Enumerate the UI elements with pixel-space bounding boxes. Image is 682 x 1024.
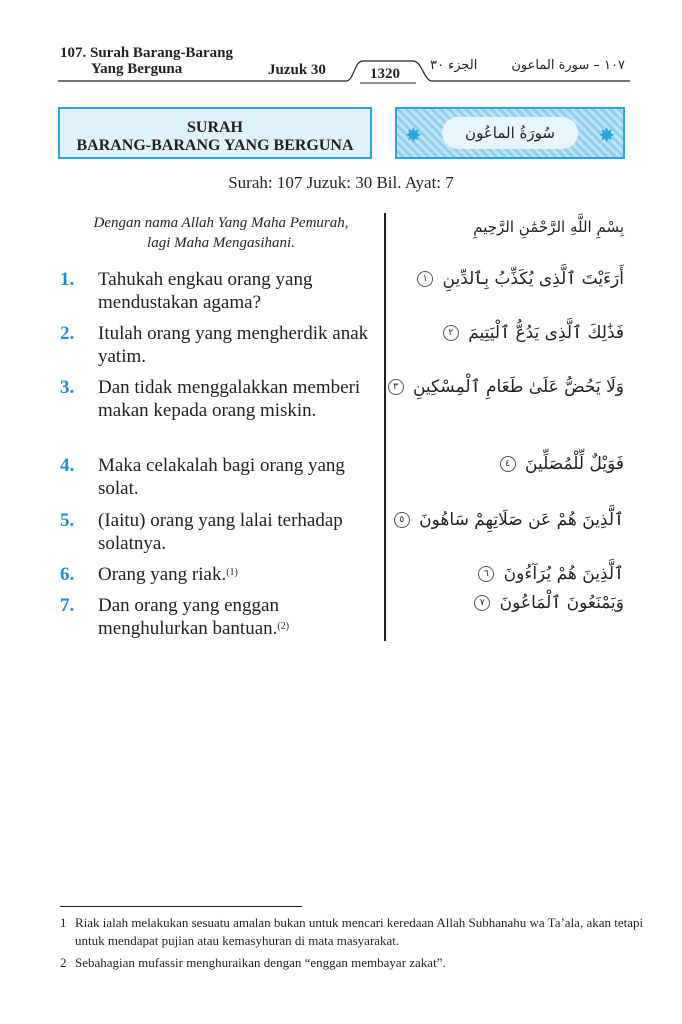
arabic-text: فَذَٰلِكَ ٱلَّذِى يَدُعُّ ٱلْيَتِيمَ [468, 323, 624, 343]
verse-text: (Iaitu) orang yang lalai terhadap solatnya. [98, 510, 343, 554]
arabic-text: ٱلَّذِينَ هُمْ يُرَآءُونَ [503, 564, 624, 584]
basmalah-arabic: بِسْمِ اللَّهِ الرَّحْمَٰنِ الرَّحِيمِ [473, 218, 624, 236]
arabic-title-ornament [395, 107, 625, 159]
ayah-marker-icon: ١ [417, 271, 433, 287]
verse-number: 1. [60, 269, 75, 290]
arabic-verse-2 [443, 322, 624, 343]
footnote-text: Sebahagian mufassir menghuraikan dengan “enggan membayar zakat”. [75, 955, 446, 970]
arabic-text: ٱلَّذِينَ هُمْ عَن صَلَاتِهِمْ سَاهُونَ [419, 510, 624, 530]
basmalah-line1: Dengan nama Allah Yang Maha Pemurah, [93, 215, 349, 231]
arabic-verse-6 [478, 563, 624, 584]
ayah-marker-icon: ٧ [474, 595, 490, 611]
header-juzuk: Juzuk 30 [268, 62, 326, 78]
footnote-1 [60, 914, 644, 950]
ayah-marker-icon: ٤ [500, 456, 516, 472]
arabic-text: وَيَمْنَعُونَ ٱلْمَاعُونَ [499, 593, 624, 613]
star-ornament-icon: ✸ [405, 125, 422, 147]
verse-text: Orang yang riak. [98, 564, 227, 585]
arabic-text: أَرَءَيْتَ ٱلَّذِى يُكَذِّبُ بِٱلدِّينِ [442, 269, 624, 289]
star-ornament-icon: ✸ [598, 125, 615, 147]
arabic-verse-4 [500, 454, 624, 474]
verse-text: Dan tidak menggalakkan memberi makan kepada orang miskin. [98, 377, 361, 421]
arabic-verse-1 [417, 268, 624, 289]
header-arabic-juz: الجزء ٣٠ [430, 58, 478, 73]
surah-title-line1: SURAH [186, 119, 243, 136]
surah-title-box [58, 107, 372, 159]
ayah-marker-icon: ٥ [394, 512, 410, 528]
verse-number: 6. [60, 564, 75, 585]
arabic-verse-7 [474, 592, 624, 613]
footnote-text: Riak ialah melakukan sesuatu amalan bukan untuk mencari keredaan Allah Subhanahu wa Ta’ala, akan tetapi untuk mendapat pujian atau kemasyhuran di mata masyarakat. [75, 915, 644, 948]
verse-text: Maka celakalah bagi orang yang solat. [98, 455, 345, 499]
surah-title-line2: BARANG-BARANG YANG BERGUNA [76, 137, 354, 154]
basmalah-line2: lagi Maha Mengasihani. [147, 235, 295, 251]
header-surah-line2: Yang Berguna [91, 61, 183, 77]
ayah-marker-icon: ٣ [388, 379, 404, 395]
footnote-ref-2[interactable]: (2) [277, 621, 290, 632]
verse-text: Itulah orang yang mengherdik anak yatim. [98, 323, 369, 367]
verse-number: 7. [60, 595, 75, 616]
footnote-number: 1 [60, 915, 67, 930]
footnote-ref-1[interactable]: (1) [226, 567, 238, 578]
arabic-text: وَلَا يَحُضُّ عَلَىٰ طَعَامِ ٱلْمِسْكِينِ [412, 377, 624, 397]
verse-text: Dan orang yang enggan menghulurkan bantuan. [98, 595, 279, 639]
arabic-verse-5 [394, 509, 624, 530]
page-number: 1320 [370, 66, 400, 82]
ayah-marker-icon: ٢ [443, 325, 459, 341]
header-surah-line1: 107. Surah Barang-Barang [60, 45, 233, 61]
arabic-verse-3 [388, 376, 624, 397]
verse-number: 3. [60, 377, 75, 398]
verse-number: 2. [60, 323, 75, 344]
verse-number: 4. [60, 455, 75, 476]
footnote-number: 2 [60, 955, 67, 970]
basmalah-translation [60, 213, 382, 253]
verse-number: 5. [60, 510, 75, 531]
ayah-marker-icon: ٦ [478, 566, 494, 582]
footnote-rule [60, 906, 302, 907]
verse-text: Tahukah engkau orang yang mendustakan agama? [98, 269, 313, 313]
arabic-text: فَوَيْلٌ لِّلْمُصَلِّينَ [525, 454, 624, 474]
surah-info: Surah: 107 Juzuk: 30 Bil. Ayat: 7 [228, 173, 454, 192]
header-rule [58, 55, 630, 85]
header-arabic-surah: ١٠٧ – سورة الماعون [511, 58, 625, 73]
arabic-surah-title: سُورَةُ الماعُون [442, 117, 578, 149]
